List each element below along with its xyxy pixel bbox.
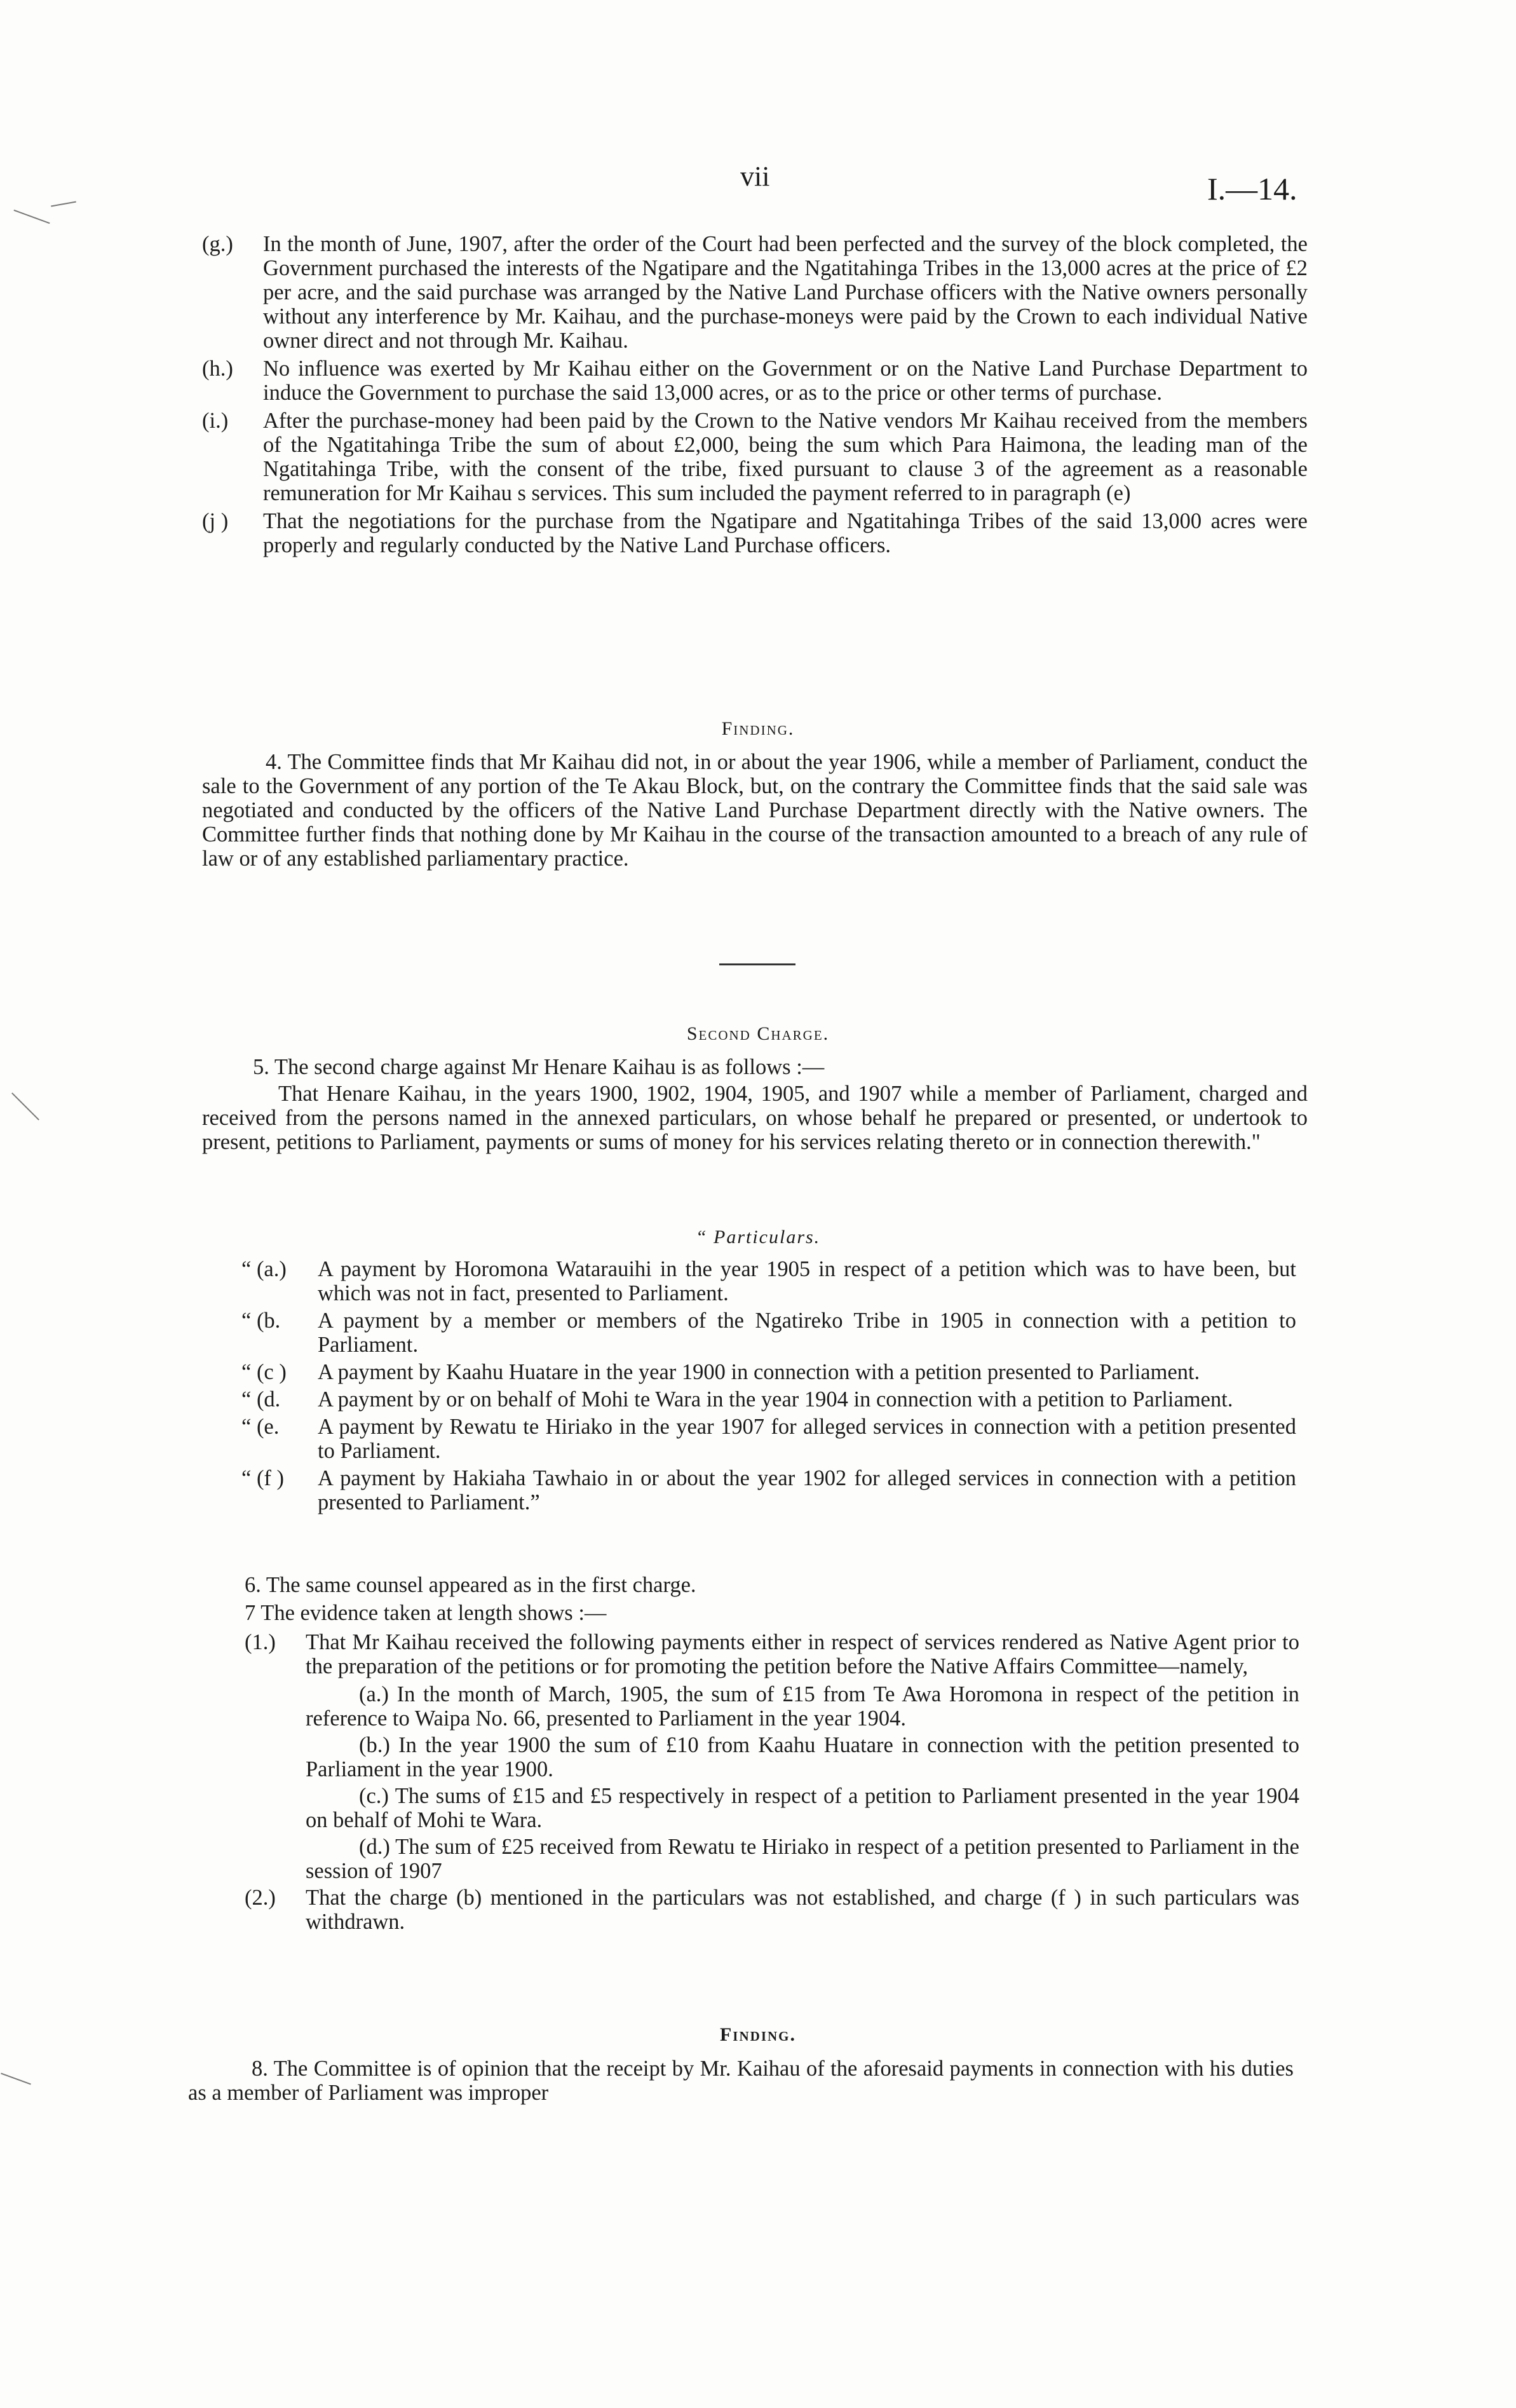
evidence xyxy=(245,1630,1299,1938)
particulars-heading: “ Particulars. xyxy=(695,1227,821,1248)
finding-heading-2: Finding. xyxy=(719,2024,796,2045)
clause-j: (j ) That the negotiations for the purchase from the Ngatipare and Ngatitahinga Tribes of the said 13,000 acres were properly and regularly conducted by the Native Land Purchase officers. xyxy=(202,509,1308,557)
page-number: vii xyxy=(740,161,770,192)
finding-1: 4. The Committee finds that Mr Kaihau did not, in or about the year 1906, while a member of Parliament, conduct the sale to the Government of any portion of the Te Akau Block, but, on the contrary the Committee finds that the said sale was negotiated and conducted by the officers of the Native Land Purchase Department directly with the Native owners. The Committee further finds that nothing done by Mr Kaihau in the course of the transaction amounted to a breach of any rule of law or of any established parliamentary practice. xyxy=(202,750,1308,871)
second-charge-heading: Second Charge. xyxy=(686,1023,830,1044)
clause-h: (h.) No influence was exerted by Mr Kaihau either on the Government or on the Native Land Purchase Department to induce the Government to purchase the said 13,000 acres, or as to the price or other terms of purchase. xyxy=(202,357,1308,405)
section-g-to-j xyxy=(202,232,1308,561)
scan-mark xyxy=(1,2073,31,2085)
evidence-sub-list xyxy=(245,1682,1299,1883)
paras-6-7: 6. The same counsel appeared as in the first charge. 7 The evidence taken at length shows :— xyxy=(245,1573,696,1625)
section-divider xyxy=(719,963,795,965)
evidence-sub-a: (a.) In the month of March, 1905, the sum of £15 from Te Awa Horomona in respect of the petition in reference to Waipa No. 66, presented to Parliament in the year 1904. xyxy=(306,1682,1300,1731)
scan-mark xyxy=(11,1092,39,1120)
finding-2: 8. The Committee is of opinion that the receipt by Mr. Kaihau of the aforesaid payments in connection with his duties as a member of Parliament was improper xyxy=(188,2057,1294,2105)
particulars-list xyxy=(241,1257,1296,1518)
clause-i: (i.) After the purchase-money had been paid by the Crown to the Native vendors Mr Kaihau received from the members of the Ngatitahinga Tribe the sum of about £2,000, being the sum which Para Haimona, the leading man of the Ngatitahinga Tribe, with the consent of the tribe, fixed pursuant to clause 3 of the agreement as a reasonable remuneration for Mr Kaihau s services. This sum included the payment referred to in paragraph (e) xyxy=(202,409,1308,505)
evidence-1: (1.) That Mr Kaihau received the following payments either in respect of services rendered as Native Agent prior to the preparation of the petitions or for promoting the petition before the Native Affairs Committee—namely, xyxy=(245,1630,1299,1678)
particular-b: “ (b. A payment by a member or members of the Ngatireko Tribe in 1905 in connection with a petition to Parliament. xyxy=(241,1309,1296,1357)
evidence-sub-d: (d.) The sum of £25 received from Rewatu te Hiriako in respect of a petition presented to Parliament in the session of 1907 xyxy=(306,1835,1299,1883)
particular-a: “ (a.) A payment by Horomona Watarauihi in the year 1905 in respect of a petition which was to have been, but which was not in fact, presented to Parliament. xyxy=(241,1257,1296,1305)
particular-f: “ (f ) A payment by Hakiaha Tawhaio in or about the year 1902 for alleged services in connection with a petition presented to Parliament.” xyxy=(241,1466,1296,1514)
evidence-sub-b: (b.) In the year 1900 the sum of £10 from Kaahu Huatare in connection with the petition presented to Parliament in the year 1900. xyxy=(306,1733,1299,1781)
document-reference: I.—14. xyxy=(1207,171,1297,207)
evidence-sub-c: (c.) The sums of £15 and £5 respectively in respect of a petition to Parliament presented in the year 1904 on behalf of Mohi te Wara. xyxy=(306,1784,1299,1832)
evidence-2: (2.) That the charge (b) mentioned in the particulars was not established, and charge (f ) in such particulars was withdrawn. xyxy=(245,1886,1299,1934)
particular-d: “ (d. A payment by or on behalf of Mohi te Wara in the year 1904 in connection with a petition to Parliament. xyxy=(241,1387,1233,1411)
clause-g: (g.) In the month of June, 1907, after the order of the Court had been perfected and the survey of the block completed, the Government purchased the interests of the Ngatipare and the Ngatitahinga Tribes in the 13,000 acres at the price of £2 per acre, and the said purchase was arranged by the Native Land Purchase officers with the Native owners personally without any interference by Mr. Kaihau, and the purchase-moneys were paid by the Crown to each individual Native owner direct and not through Mr. Kaihau. xyxy=(202,232,1308,353)
scan-mark xyxy=(13,210,50,224)
particular-c: “ (c ) A payment by Kaahu Huatare in the year 1900 in connection with a petition presented to Parliament. xyxy=(241,1360,1200,1384)
second-charge: 5. The second charge against Mr Henare Kaihau is as follows :— That Henare Kaihau, in the years 1900, 1902, 1904, 1905, and 1907 while a member of Parliament, charged and received from the persons named in the annexed particulars, on whose behalf he prepared or presented, or undertook to present, petitions to Parliament, payments or sums of money for his services relating thereto or in connection therewith." xyxy=(202,1055,1308,1154)
particular-e: “ (e. A payment by Rewatu te Hiriako in the year 1907 for alleged services in connection with a petition presented to Parliament. xyxy=(241,1415,1296,1463)
finding-heading-1: Finding. xyxy=(721,718,795,739)
scan-mark xyxy=(51,201,76,207)
